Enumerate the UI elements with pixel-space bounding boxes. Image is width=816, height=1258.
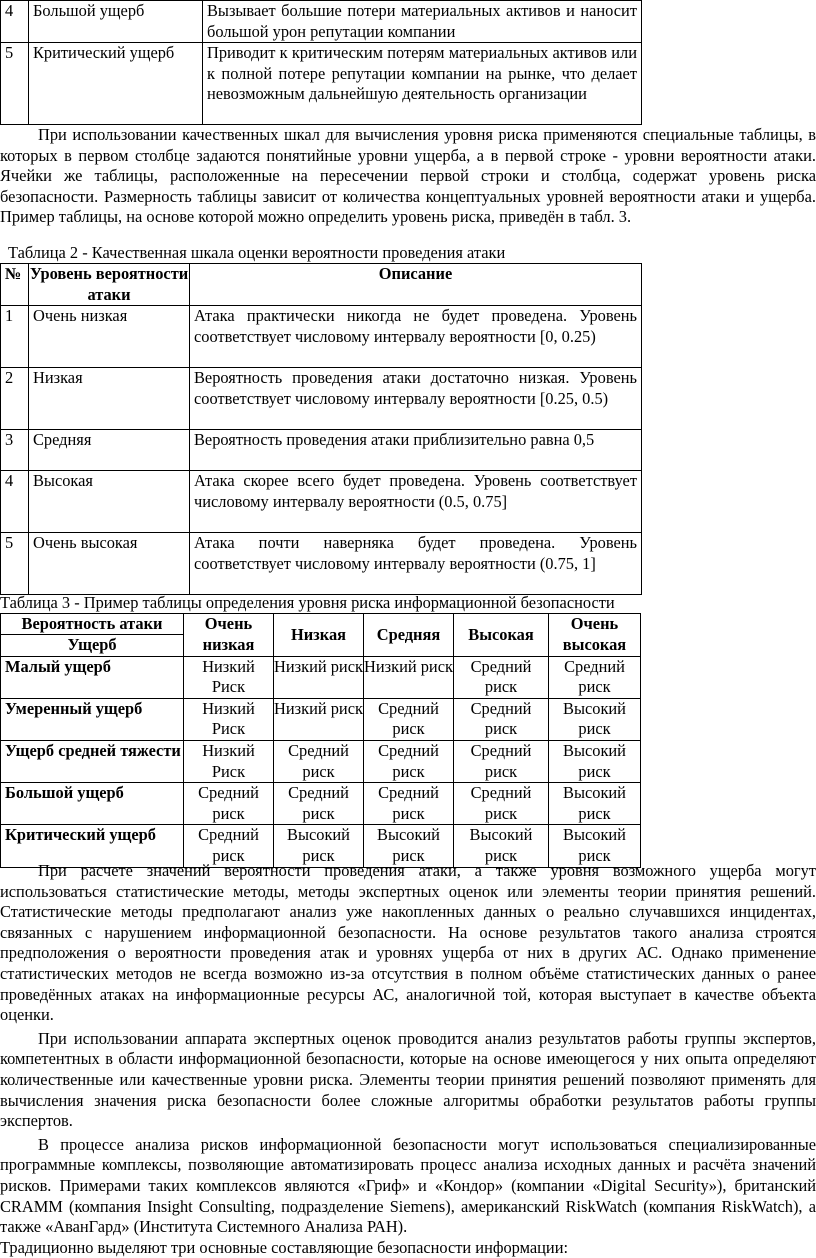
probability-level: Очень высокая: [29, 533, 190, 595]
damage-row-label: Умеренный ущерб: [1, 698, 184, 740]
table-row: [1, 698, 641, 740]
risk-matrix-table: [0, 613, 641, 868]
table-header-row: [1, 264, 642, 306]
corner-cell: [1, 614, 184, 657]
risk-cell: Средний риск: [364, 783, 454, 825]
risk-cell: Средний риск: [184, 783, 274, 825]
probability-level: Средняя: [29, 430, 190, 471]
damage-row-label: Малый ущерб: [1, 656, 184, 698]
damage-level-table: [0, 0, 642, 125]
risk-cell: Высокий риск: [454, 825, 549, 867]
header-description: Описание: [190, 264, 642, 306]
damage-description: Вызывает большие потери материальных активов и наносит большой урон репутации компании: [203, 1, 642, 43]
risk-cell: Низкий риск: [274, 656, 364, 698]
risk-cell: Низкий риск: [274, 698, 364, 740]
table-row: [1, 533, 642, 595]
table3-caption: Таблица 3 - Пример таблицы определения уровня риска информационной безопасности: [0, 593, 615, 612]
risk-cell: Средний риск: [454, 783, 549, 825]
table-row: [1, 368, 642, 430]
paragraph-security-components: Традиционно выделяют три основные составляющие безопасности информации:: [0, 1237, 569, 1257]
attack-probability-table: [0, 263, 642, 595]
damage-row-label: Ущерб средней тяжести: [1, 740, 184, 782]
table-row: [1, 783, 641, 825]
risk-cell: Средний риск: [364, 698, 454, 740]
table2-caption: Таблица 2 - Качественная шкала оценки вероятности проведения атаки: [8, 243, 506, 262]
corner-damage-label: Ущерб: [67, 635, 117, 654]
table-header-row: [1, 614, 641, 657]
risk-cell: Средний риск: [454, 740, 549, 782]
risk-cell: Низкий Риск: [184, 698, 274, 740]
risk-cell: Средний риск: [184, 825, 274, 867]
column-header: Очень низкая: [184, 614, 274, 657]
body-text: [0, 861, 816, 1258]
table-row: [1, 430, 642, 471]
paragraph-software-complexes: В процессе анализа рисков информационной безопасности могут использоваться специализированные программные комплексы, позволяющие автоматизировать процесс анализа исходных данных и расчёта значений рисков. Примерами таких комплексов являются «Гриф» и «Кондор» (компании «Digital Security»), британский CRAMM (компания Insight Consulting, подразделение Siemens), американский RiskWatch (компания RiskWatch), а также «АванГард» (Института Системного Анализа РАН).: [0, 1134, 816, 1237]
probability-description: Вероятность проведения атаки приблизительно равна 0,5: [190, 430, 642, 471]
damage-level: Критический ущерб: [29, 43, 203, 125]
probability-description: Атака скорее всего будет проведена. Уровень соответствует числовому интервалу вероятности (0.5, 0.75]: [190, 471, 642, 533]
row-number: 5: [1, 43, 29, 125]
risk-cell: Средний риск: [364, 740, 454, 782]
corner-probability-label: Вероятность атаки: [1, 614, 183, 635]
risk-cell: Средний риск: [274, 740, 364, 782]
risk-cell: Высокий риск: [549, 698, 641, 740]
column-header: Низкая: [274, 614, 364, 657]
risk-cell: Высокий риск: [549, 740, 641, 782]
risk-cell: Низкий риск: [364, 656, 454, 698]
risk-cell: Высокий риск: [274, 825, 364, 867]
table-row: [1, 471, 642, 533]
risk-cell: Высокий риск: [364, 825, 454, 867]
header-number: №: [1, 264, 29, 306]
risk-cell: Средний риск: [454, 656, 549, 698]
column-header: Высокая: [454, 614, 549, 657]
risk-cell: Средний риск: [549, 656, 641, 698]
table-row: [1, 306, 642, 368]
paragraph-qualitative-scales: При использовании качественных шкал для вычисления уровня риска применяются специальные таблицы, в которых в первом столбце задаются понятийные уровни ущерба, а в первой строке - уровни вероятности атаки. Ячейки же таблицы, расположенные на пересечении первой строки и столбца, содержат уровень риска безопасности. Размерность таблицы зависит от количества концептуальных уровней вероятности атаки и ущерба. Пример таблицы, на основе которой можно определить уровень риска, приведён в табл. 3.: [0, 125, 816, 227]
row-number: 4: [1, 1, 29, 43]
row-number: 5: [1, 533, 29, 595]
column-header: Очень высокая: [549, 614, 641, 657]
risk-cell: Средний риск: [274, 783, 364, 825]
damage-description: Приводит к критическим потерям материальных активов или к полной потере репутации компании на рынке, что делает невозможным дальнейшую деятельность организации: [203, 43, 642, 125]
risk-cell: Низкий Риск: [184, 656, 274, 698]
probability-level: Низкая: [29, 368, 190, 430]
probability-description: Атака почти наверняка будет проведена. Уровень соответствует числовому интервалу вероятности (0.75, 1]: [190, 533, 642, 595]
paragraph-expert-assessment: При использовании аппарата экспертных оценок проводится анализ результатов работы группы экспертов, компетентных в области информационной безопасности, которые на основе имеющегося у них опыта определяют количественные или качественные уровни риска. Элементы теории принятия решений позволяют применять для вычисления значения риска безопасности более сложные алгоритмы обработки результатов работы группы экспертов.: [0, 1028, 816, 1131]
row-number: 4: [1, 471, 29, 533]
damage-row-label: Критический ущерб: [1, 825, 184, 867]
paragraph-assessment-methods: При расчете значений вероятности проведения атаки, а также уровня возможного ущерба могут использоваться статистические методы, методы экспертных оценок или элементы теории принятия решений. Статистические методы предполагают анализ уже накопленных данных о реально случавшихся инцидентах, связанных с нарушением информационной безопасности. На основе результатов такого анализа строятся предположения о вероятности проведения атак и уровнях ущерба от них в других АС. Однако применение статистических методов не всегда возможно из-за отсутствия в полном объёме статистических данных о ранее проведённых атаках на информационные ресурсы АС, аналогичной той, которая выступает в качестве объекта оценки.: [0, 861, 816, 1025]
probability-description: Атака практически никогда не будет проведена. Уровень соответствует числовому интервалу вероятности [0, 0.25): [190, 306, 642, 368]
table-row: [1, 1, 642, 43]
risk-cell: Средний риск: [454, 698, 549, 740]
probability-level: Очень низкая: [29, 306, 190, 368]
risk-cell: Низкий Риск: [184, 740, 274, 782]
damage-row-label: Большой ущерб: [1, 783, 184, 825]
risk-cell: Высокий риск: [549, 783, 641, 825]
column-header: Средняя: [364, 614, 454, 657]
probability-description: Вероятность проведения атаки достаточно низкая. Уровень соответствует числовому интервалу вероятности [0.25, 0.5): [190, 368, 642, 430]
probability-level: Высокая: [29, 471, 190, 533]
table-row: [1, 656, 641, 698]
table-row: [1, 740, 641, 782]
header-level: Уровень вероятности атаки: [29, 264, 190, 306]
row-number: 2: [1, 368, 29, 430]
row-number: 1: [1, 306, 29, 368]
risk-cell: Высокий риск: [549, 825, 641, 867]
damage-level: Большой ущерб: [29, 1, 203, 43]
table-row: [1, 43, 642, 125]
row-number: 3: [1, 430, 29, 471]
